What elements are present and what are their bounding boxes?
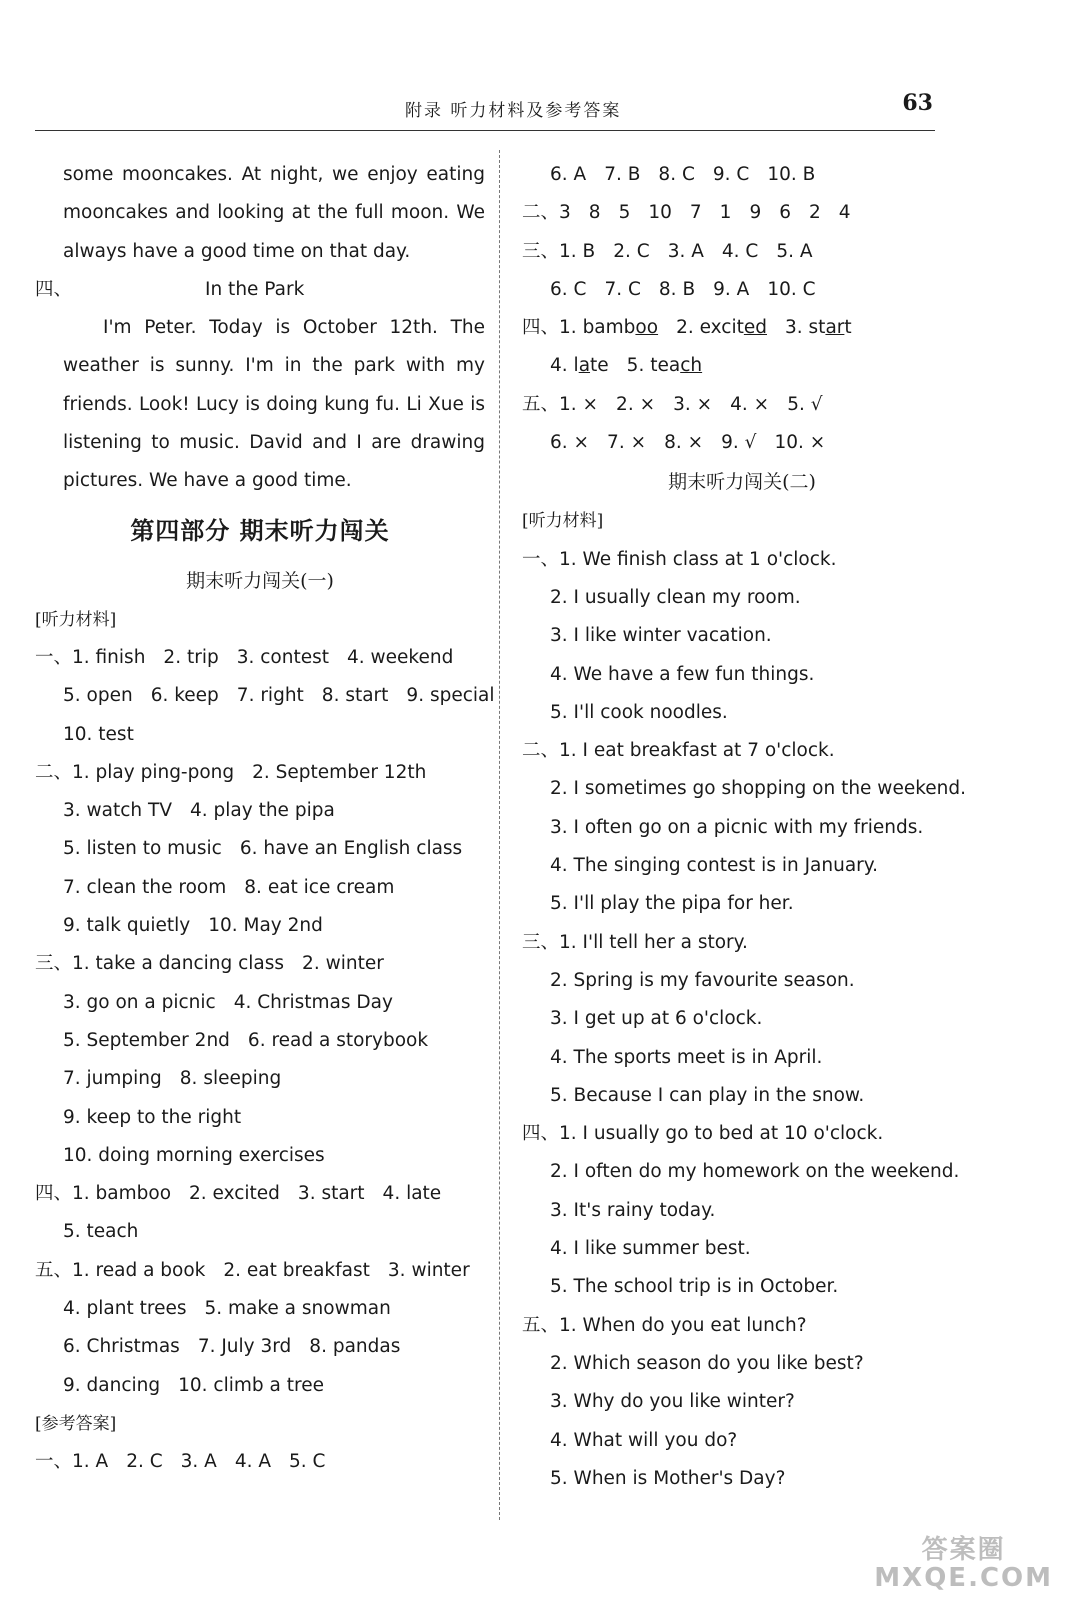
answer-item: 4. C <box>721 240 759 262</box>
material-item: 2. winter <box>302 953 384 975</box>
word-part: 2. <box>676 317 700 339</box>
word-part: t <box>844 317 852 339</box>
answer-item: 5 <box>618 202 631 224</box>
answer-line <box>522 386 962 424</box>
watermark-url: MXQE.COM <box>874 1563 1053 1593</box>
material-item: 7. jumping <box>63 1068 162 1090</box>
word-part: 5. <box>626 355 651 377</box>
material-line: 5. The school trip is in October. <box>550 1276 839 1298</box>
answer-item: 五、1. × <box>522 393 599 415</box>
material-line <box>35 1175 485 1213</box>
word-part: st <box>808 317 826 339</box>
material-item: 3. winter <box>387 1259 470 1281</box>
material-item: 9. special <box>406 685 495 707</box>
material-item: 4. late <box>382 1183 442 1205</box>
material-line <box>35 1328 485 1366</box>
material-line: 2. I sometimes go shopping on the weekend. <box>550 778 966 800</box>
material-item: 3. go on a picnic <box>63 991 216 1013</box>
answer-item: 2. × <box>616 393 656 415</box>
answer-line <box>35 1443 485 1481</box>
answer-item: 2. C <box>126 1451 163 1473</box>
answer-line <box>522 424 962 462</box>
material-item: 四、1. bamboo <box>35 1183 172 1205</box>
paragraph-line: mooncakes and looking at the full moon. We <box>63 202 485 224</box>
answer-item: 6 <box>779 202 792 224</box>
answer-word <box>676 309 767 347</box>
answer-item: 5. √ <box>787 393 823 415</box>
paragraph-line: pictures. We have a good time. <box>63 470 352 492</box>
material-item: 3. start <box>297 1183 365 1205</box>
column-divider <box>499 150 500 1520</box>
material-item: 7. right <box>236 685 304 707</box>
answer-item: 9 <box>749 202 762 224</box>
underlined-letters: oo <box>635 317 659 339</box>
material-item: 一、1. finish <box>35 646 146 668</box>
material-label: [听力材料] <box>522 511 604 532</box>
section-marker: 四、 <box>522 317 560 339</box>
material-line: 五、1. When do you eat lunch? <box>522 1314 807 1336</box>
paragraph-line: listening to music. David and I are drawing <box>63 432 485 454</box>
sub-title: 期末听力闯关(一) <box>186 569 334 592</box>
answer-line-four-b <box>522 347 962 385</box>
material-item: 6. keep <box>150 685 219 707</box>
answer-word <box>550 347 609 385</box>
answer-item: 6. A <box>550 164 587 185</box>
material-item: 5. listen to music <box>63 838 222 860</box>
answer-item: 8. × <box>664 432 704 454</box>
word-part: te <box>590 355 609 377</box>
word-part: l <box>573 355 579 377</box>
answer-item: 4. × <box>730 393 770 415</box>
answer-list-five <box>522 386 962 463</box>
answer-item: 8. C <box>658 164 695 185</box>
sub-title: 期末听力闯关(二) <box>668 471 816 494</box>
material-line <box>35 1099 485 1137</box>
material-line: 二、1. I eat breakfast at 7 o'clock. <box>522 740 835 762</box>
answer-line <box>522 271 962 309</box>
underlined-letters: ch <box>680 355 703 377</box>
answer-item: 三、1. B <box>522 240 596 262</box>
answer-item: 10. C <box>767 278 816 300</box>
section-title: 第四部分 期末听力闯关 <box>130 515 390 545</box>
material-line <box>35 1290 485 1328</box>
material-label: [听力材料] <box>35 609 117 630</box>
material-item: 5. make a snowman <box>204 1298 391 1320</box>
material-item: 3. contest <box>236 646 329 668</box>
material-line: 三、1. I'll tell her a story. <box>522 931 748 953</box>
material-item: 2. excited <box>189 1183 280 1205</box>
material-item: 7. clean the room <box>63 876 227 898</box>
material-item: 7. July 3rd <box>197 1336 292 1358</box>
material-line: 4. We have a few fun things. <box>550 663 815 685</box>
material-line <box>35 907 485 945</box>
material-item: 5. open <box>63 685 133 707</box>
paragraph-line: some mooncakes. At night, we enjoy eating <box>63 164 485 185</box>
material-item: 五、1. read a book <box>35 1259 206 1281</box>
material-item: 6. read a storybook <box>247 1029 429 1051</box>
material-line <box>35 1022 485 1060</box>
material-item: 9. dancing <box>63 1374 161 1396</box>
material-line <box>35 716 485 754</box>
material-line: 3. I get up at 6 o'clock. <box>550 1008 763 1030</box>
answer-item: 7 <box>689 202 702 224</box>
word-part: 3. <box>784 317 809 339</box>
answer-item: 7. × <box>607 432 647 454</box>
material-line <box>35 1213 485 1251</box>
material-line <box>35 830 485 868</box>
material-line <box>35 1252 485 1290</box>
material-line: 3. Why do you like winter? <box>550 1391 795 1413</box>
passage-heading-row <box>35 271 485 309</box>
material-item: 6. Christmas <box>63 1336 180 1358</box>
material-line: 5. I'll play the pipa for her. <box>550 893 794 915</box>
material-line: 3. It's rainy today. <box>550 1199 716 1221</box>
material-item: 10. doing morning exercises <box>63 1144 325 1166</box>
underlined-letters: ed <box>743 317 767 339</box>
watermark-logo <box>874 1536 1053 1592</box>
material-line <box>35 984 485 1022</box>
material-item: 8. sleeping <box>179 1068 282 1090</box>
answer-item: 3. A <box>667 240 704 262</box>
answer-item: 3. × <box>673 393 713 415</box>
left-column <box>35 156 495 1482</box>
material-line: 4. What will you do? <box>550 1429 738 1451</box>
material-line: 5. Because I can play in the snow. <box>550 1084 865 1106</box>
answer-item: 10. × <box>774 432 826 454</box>
material-line <box>35 677 495 715</box>
material-item: 3. watch TV <box>63 800 172 822</box>
watermark-text: 答案圈 <box>921 1535 1006 1565</box>
material-line <box>35 1060 485 1098</box>
answer-word <box>627 347 702 385</box>
material-line: 4. The singing contest is in January. <box>550 855 878 877</box>
answer-item: 6. C <box>550 278 587 300</box>
paragraph-line: friends. Look! Lucy is doing kung fu. Li Xue is <box>63 393 485 415</box>
answer-item: 2 <box>809 202 821 224</box>
material-line: 2. Which season do you like best? <box>550 1352 864 1374</box>
material-line: 3. I often go on a picnic with my friends. <box>550 816 924 838</box>
header-title: 附录 听力材料及参考答案 <box>405 101 622 121</box>
material-item: 10. May 2nd <box>208 915 323 937</box>
underlined-letters: a <box>578 355 591 377</box>
answer-item: 10 <box>648 202 672 224</box>
answer-item: 2. C <box>613 240 650 262</box>
passage-title: In the Park <box>205 278 305 300</box>
answer-item: 4. A <box>234 1451 272 1473</box>
word-part: 4. <box>550 355 574 377</box>
answer-item: 7. B <box>604 164 641 185</box>
material-line: 2. I often do my homework on the weekend. <box>550 1161 960 1183</box>
paragraph-line: weather is sunny. I'm in the park with my <box>63 355 485 377</box>
material-line: 4. The sports meet is in April. <box>550 1046 823 1068</box>
page-number: 63 <box>902 90 933 116</box>
material-item: 三、1. take a dancing class <box>35 953 285 975</box>
answer-list <box>522 156 962 309</box>
page-header <box>35 90 935 131</box>
answer-item: 9. A <box>713 278 750 300</box>
material-item: 10. climb a tree <box>178 1374 324 1396</box>
word-part: excit <box>699 317 744 339</box>
material-line: 2. I usually clean my room. <box>550 586 801 608</box>
material-item: 9. talk quietly <box>63 915 191 937</box>
material-item: 4. weekend <box>346 646 454 668</box>
answer-line <box>522 156 962 194</box>
material-list <box>35 639 495 1405</box>
material-item: 二、1. play ping-pong <box>35 761 235 783</box>
answer-item: 一、1. A <box>35 1451 109 1473</box>
answer-item: 5. A <box>776 240 813 262</box>
material-item: 8. eat ice cream <box>244 876 395 898</box>
answer-item: 10. B <box>767 164 816 185</box>
material-line: 四、1. I usually go to bed at 10 o'clock. <box>522 1123 884 1145</box>
section-marker: 四、 <box>35 278 73 300</box>
answer-line <box>522 233 962 271</box>
material-item: 2. trip <box>163 646 219 668</box>
answer-item: 3. A <box>180 1451 217 1473</box>
answer-item: 8. B <box>658 278 696 300</box>
answer-item: 9. √ <box>721 432 757 454</box>
material-item: 4. Christmas Day <box>233 991 393 1013</box>
answer-item: 二、3 <box>522 202 571 224</box>
material-item: 10. test <box>63 723 134 745</box>
answer-item: 7. C <box>604 278 641 300</box>
paragraph-line: always have a good time on that day. <box>63 240 411 262</box>
material-item: 4. plant trees <box>63 1298 187 1320</box>
answer-word <box>559 309 658 347</box>
material-line: 2. Spring is my favourite season. <box>550 969 855 991</box>
material-line: 一、1. We finish class at 1 o'clock. <box>522 548 837 570</box>
material-item: 6. have an English class <box>239 838 463 860</box>
material-item: 5. teach <box>63 1221 139 1243</box>
word-part: tea <box>650 355 681 377</box>
answer-label: [参考答案] <box>35 1413 117 1434</box>
paragraph-line: I'm Peter. Today is October 12th. The <box>103 317 485 339</box>
material-item: 9. keep to the right <box>63 1106 242 1128</box>
material-item: 4. play the pipa <box>190 800 335 822</box>
material-item: 8. start <box>321 685 389 707</box>
material-list <box>522 541 966 1498</box>
material-item: 5. September 2nd <box>63 1029 230 1051</box>
material-line: 4. I like summer best. <box>550 1238 751 1260</box>
material-line <box>35 639 485 677</box>
answer-item: 1 <box>719 202 732 224</box>
answer-line-four-a <box>522 309 962 347</box>
material-line: 3. I like winter vacation. <box>550 625 772 647</box>
material-line: 5. When is Mother's Day? <box>550 1467 786 1489</box>
material-line <box>35 869 485 907</box>
material-item: 8. pandas <box>309 1336 401 1358</box>
answer-item: 5. C <box>289 1451 326 1473</box>
material-line: 5. I'll cook noodles. <box>550 701 728 723</box>
material-line <box>35 754 485 792</box>
material-line <box>35 945 485 983</box>
material-line <box>35 792 485 830</box>
answer-item: 4 <box>838 202 851 224</box>
word-part: bamb <box>582 317 636 339</box>
answer-item: 9. C <box>712 164 750 185</box>
right-column <box>522 156 966 1498</box>
word-part: 1. <box>559 317 583 339</box>
answer-item: 6. × <box>550 432 590 454</box>
material-item: 2. September 12th <box>252 761 427 783</box>
answer-word <box>785 309 852 347</box>
answer-item: 8 <box>588 202 601 224</box>
material-line <box>35 1137 485 1175</box>
answer-line <box>522 194 962 232</box>
material-item: 2. eat breakfast <box>223 1259 370 1281</box>
material-line <box>35 1367 485 1405</box>
underlined-letters: ar <box>825 317 845 339</box>
